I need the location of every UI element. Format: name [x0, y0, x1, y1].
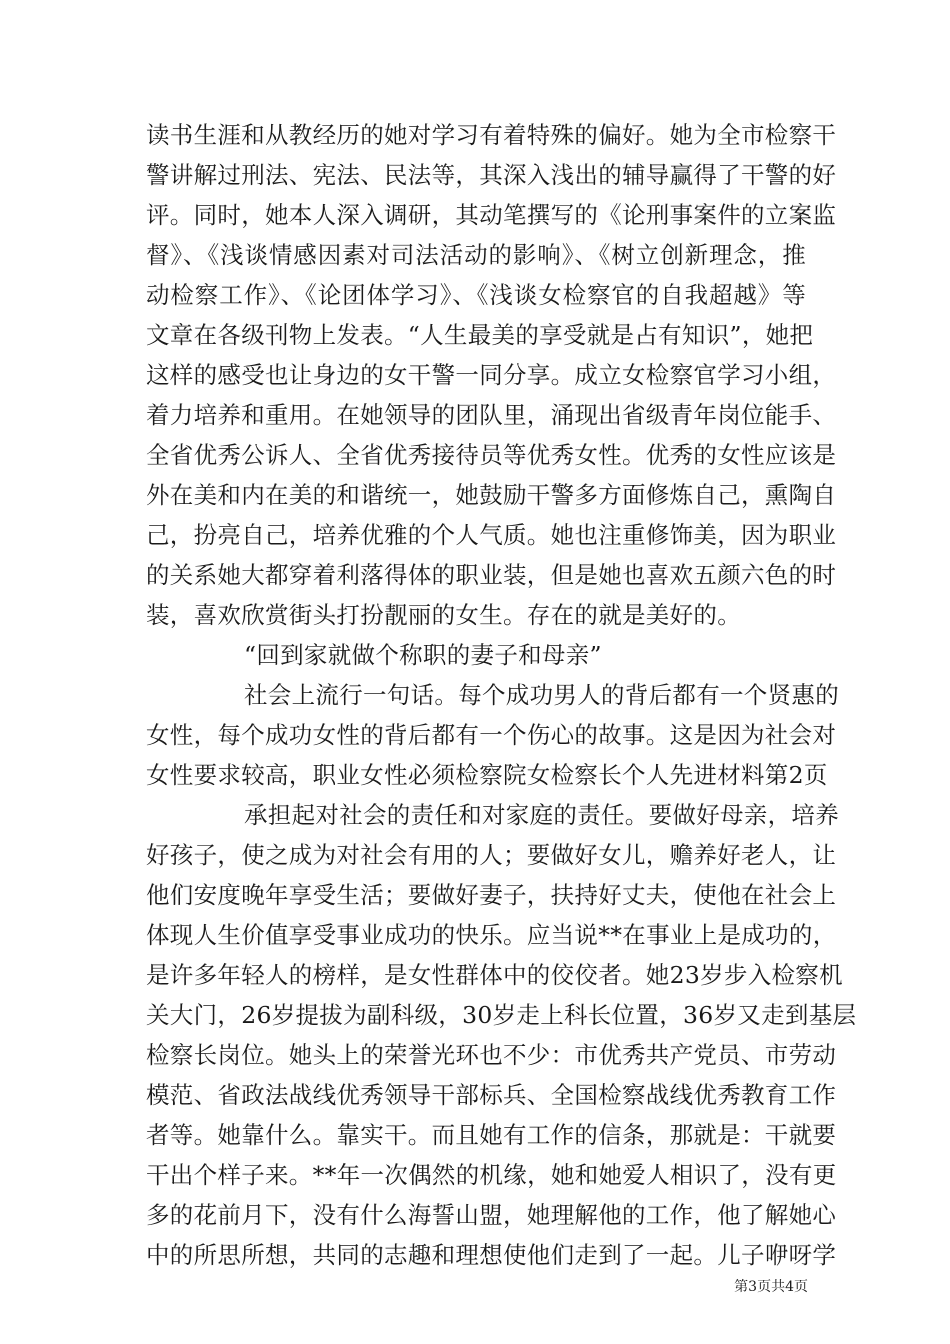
- text-line: 装，喜欢欣赏街头打扮靓丽的女生。存在的就是美好的。: [146, 601, 741, 629]
- text-line: 模范、省政法战线优秀领导干部标兵、全国检察战线优秀教育工作: [146, 1081, 837, 1109]
- text-line: 是许多年轻人的榜样，是女性群体中的佼佼者。她23岁步入检察机: [146, 961, 843, 989]
- text-line: 读书生涯和从教经历的她对学习有着特殊的偏好。她为全市检察干: [146, 121, 837, 149]
- text-line: 文章在各级刊物上发表。“人生最美的享受就是占有知识”，她把: [146, 321, 814, 349]
- text-line: 女性，每个成功女性的背后都有一个伤心的故事。这是因为社会对: [146, 721, 837, 749]
- text-line: 他们安度晚年享受生活；要做好妻子，扶持好丈夫，使他在社会上: [146, 881, 837, 909]
- text-line: 好孩子，使之成为对社会有用的人；要做好女儿，赡养好老人，让: [146, 841, 837, 869]
- text-line: 多的花前月下，没有什么海誓山盟，她理解他的工作，他了解她心: [146, 1201, 837, 1229]
- text-line: 承担起对社会的责任和对家庭的责任。要做好母亲，培养: [244, 801, 839, 829]
- text-line: 体现人生价值享受事业成功的快乐。应当说**在事业上是成功的，: [146, 921, 837, 949]
- text-line: 评。同时，她本人深入调研，其动笔撰写的《论刑事案件的立案监: [146, 201, 837, 229]
- text-line: 的关系她大都穿着利落得体的职业装，但是她也喜欢五颜六色的时: [146, 561, 837, 589]
- text-line: 社会上流行一句话。每个成功男人的背后都有一个贤惠的: [244, 681, 839, 709]
- text-line: 女性要求较高，职业女性必须检察院女检察长个人先进材料第2页: [146, 761, 828, 789]
- section-heading: “回到家就做个称职的妻子和母亲”: [244, 641, 602, 669]
- text-line: 这样的感受也让身边的女干警一同分享。成立女检察官学习小组，: [146, 361, 837, 389]
- page-number-footer: 第3页共4页: [734, 1279, 808, 1295]
- text-line: 者等。她靠什么。靠实干。而且她有工作的信条，那就是：干就要: [146, 1121, 837, 1149]
- text-line: 动检察工作》、《论团体学习》、《浅谈女检察官的自我超越》等: [146, 281, 806, 309]
- text-line: 干出个样子来。**年一次偶然的机缘，她和她爱人相识了，没有更: [146, 1161, 837, 1189]
- text-line: 己，扮亮自己，培养优雅的个人气质。她也注重修饰美，因为职业: [146, 521, 837, 549]
- text-line: 检察长岗位。她头上的荣誉光环也不少：市优秀共产党员、市劳动: [146, 1041, 837, 1069]
- text-line: 外在美和内在美的和谐统一，她鼓励干警多方面修炼自己，熏陶自: [146, 481, 837, 509]
- text-line: 关大门，26岁提拔为副科级，30岁走上科长位置，36岁又走到基层: [146, 1001, 857, 1029]
- text-line: 全省优秀公诉人、全省优秀接待员等优秀女性。优秀的女性应该是: [146, 441, 837, 469]
- text-line: 中的所思所想，共同的志趣和理想使他们走到了一起。儿子咿呀学: [146, 1241, 837, 1269]
- text-line: 着力培养和重用。在她领导的团队里，涌现出省级青年岗位能手、: [146, 401, 837, 429]
- text-line: 警讲解过刑法、宪法、民法等，其深入浅出的辅导赢得了干警的好: [146, 161, 837, 189]
- text-line: 督》、《浅谈情感因素对司法活动的影响》、《树立创新理念，推: [146, 241, 806, 269]
